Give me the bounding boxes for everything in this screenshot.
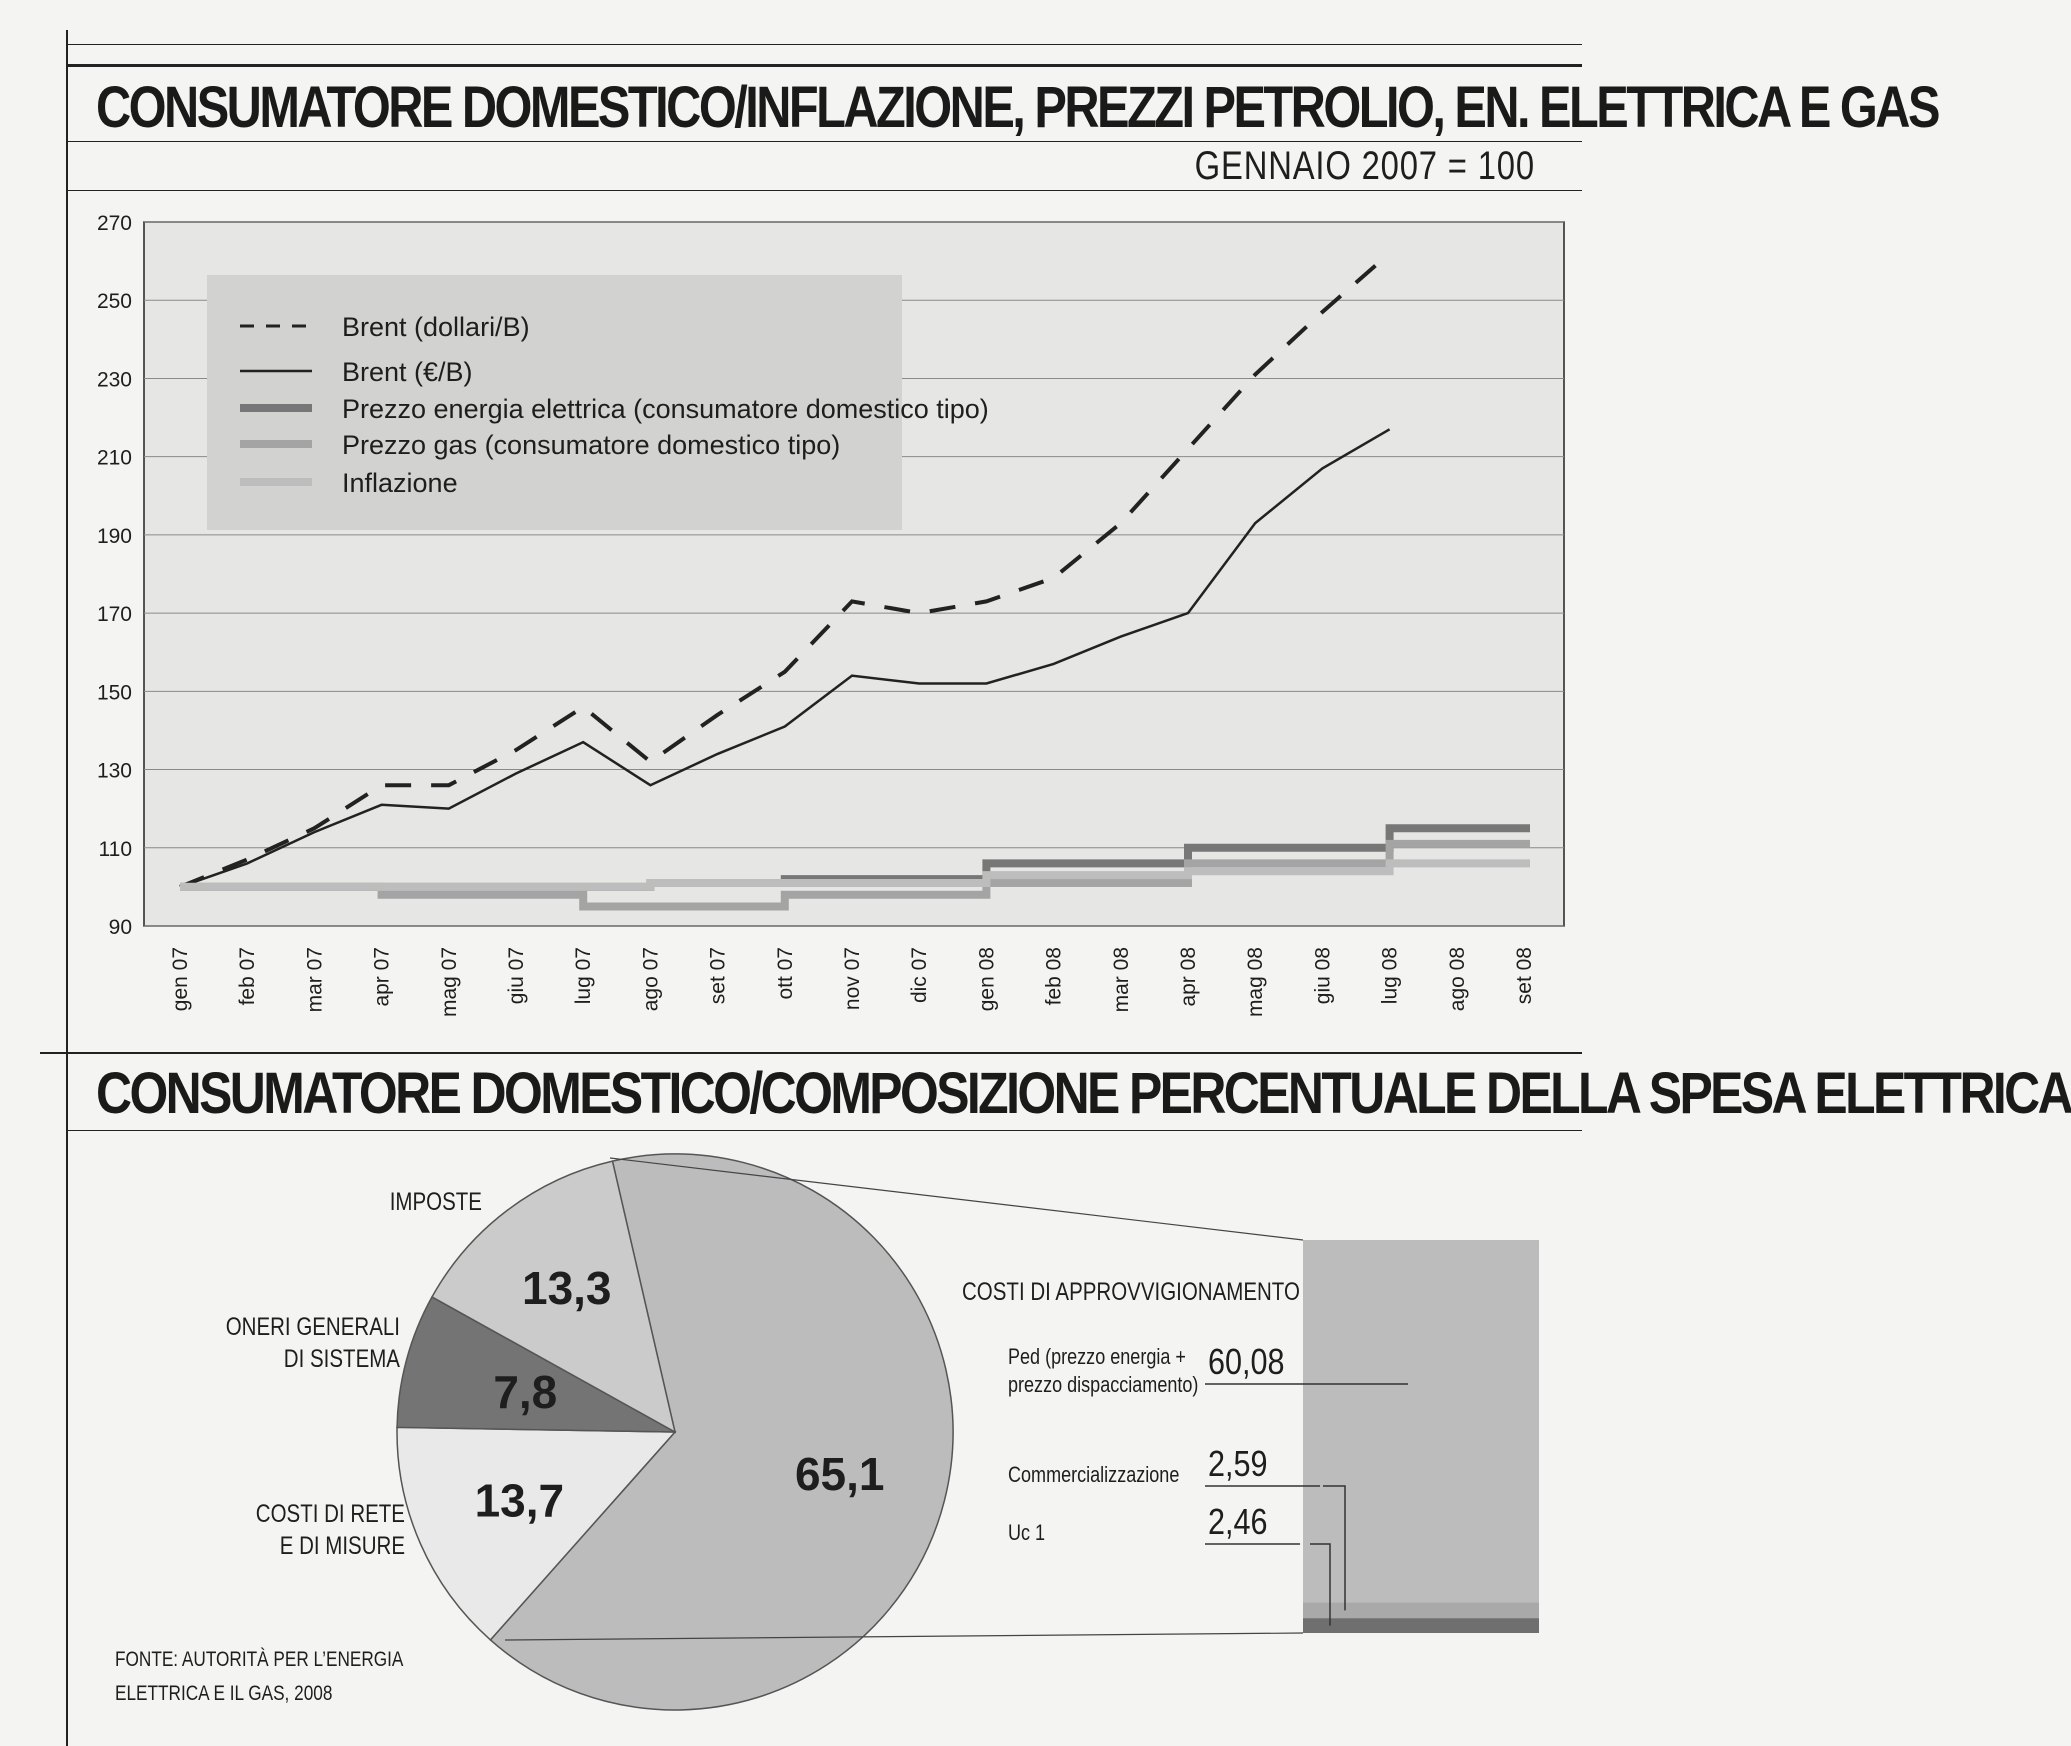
y-tick-label: 170 (96, 603, 132, 627)
pie-value-label: 7,8 (493, 1365, 558, 1418)
pie-slice-label: E DI MISURE (279, 1531, 405, 1560)
x-tick-label: gen 07 (169, 947, 192, 1012)
x-tick-label: mag 07 (437, 947, 461, 1018)
x-tick-label: set 07 (706, 947, 730, 1005)
x-tick-label: apr 08 (1177, 947, 1200, 1007)
pie-value-label: 65,1 (794, 1447, 885, 1500)
pie-slice-label: COSTI DI RETE (255, 1499, 405, 1528)
x-tick-label: dic 07 (908, 947, 932, 1004)
y-tick-label: 150 (96, 681, 132, 705)
breakdown-label: Ped (prezzo energia + (1008, 1345, 1186, 1370)
breakdown-value: 2,59 (1208, 1444, 1268, 1485)
y-tick-label: 90 (108, 916, 132, 939)
x-tick-label: giu 07 (505, 947, 528, 1005)
y-tick-label: 190 (96, 524, 132, 548)
chart-legend (207, 275, 989, 530)
x-tick-label: gen 08 (975, 947, 999, 1012)
pie-value-label: 13,3 (521, 1262, 612, 1315)
x-tick-label: feb 08 (1042, 947, 1066, 1006)
legend-label: Prezzo gas (consumatore domestico tipo) (342, 430, 841, 460)
y-tick-label: 110 (98, 837, 132, 861)
x-tick-label: mag 08 (1244, 947, 1268, 1018)
line-chart-title: CONSUMATORE DOMESTICO/INFLAZIONE, PREZZI PETROLIO, EN. ELETTRICA E GAS (96, 75, 1938, 140)
x-tick-label: apr 07 (370, 947, 394, 1007)
line-chart-subtitle: GENNAIO 2007 = 100 (1194, 144, 1535, 188)
y-tick-label: 130 (96, 759, 132, 783)
x-tick-label: mar 08 (1109, 947, 1133, 1013)
y-tick-label: 250 (96, 290, 132, 314)
x-tick-label: lug 08 (1378, 947, 1402, 1005)
pie-slice-label: DI SISTEMA (283, 1344, 401, 1373)
x-tick-label: giu 08 (1311, 947, 1335, 1005)
legend-label: Inflazione (342, 468, 458, 498)
legend-label: Brent (€/B) (342, 357, 473, 387)
legend-label: Prezzo energia elettrica (consumatore domestico tipo) (342, 394, 989, 424)
source-note: ELETTRICA E IL GAS, 2008 (115, 1682, 333, 1706)
breakdown-label: Uc 1 (1008, 1521, 1046, 1546)
pie-slice-label: COSTI DI APPROVVIGIONAMENTO (962, 1277, 1300, 1306)
breakdown-label: prezzo dispacciamento) (1008, 1373, 1199, 1398)
pie-chart-title: CONSUMATORE DOMESTICO/COMPOSIZIONE PERCENTUALE DELLA SPESA ELETTRICA (96, 1061, 2071, 1126)
y-tick-label: 230 (96, 368, 132, 392)
pie-slice-label: IMPOSTE (389, 1187, 483, 1216)
legend-label: Brent (dollari/B) (342, 312, 530, 342)
breakdown-value: 2,46 (1208, 1502, 1268, 1543)
x-tick-label: lug 07 (572, 947, 596, 1005)
x-tick-label: nov 07 (841, 947, 864, 1011)
x-tick-label: ago 08 (1445, 947, 1469, 1012)
breakdown-value: 60,08 (1208, 1342, 1285, 1383)
breakdown-segment (1303, 1240, 1539, 1603)
x-tick-label: mar 07 (303, 947, 327, 1013)
y-tick-label: 270 (96, 212, 132, 235)
breakdown-label: Commercializzazione (1008, 1463, 1180, 1488)
x-tick-label: set 08 (1513, 947, 1536, 1005)
pie-slice-label: ONERI GENERALI (225, 1312, 401, 1341)
pie-value-label: 13,7 (474, 1474, 565, 1527)
y-tick-label: 210 (96, 446, 132, 470)
x-tick-label: feb 07 (236, 947, 260, 1006)
source-note: FONTE: AUTORITÀ PER L’ENERGIA (115, 1648, 404, 1672)
breakdown-segment (1303, 1603, 1539, 1619)
breakdown-segment (1303, 1618, 1539, 1633)
x-tick-label: ago 07 (639, 947, 663, 1012)
x-tick-label: ott 07 (773, 947, 797, 1000)
